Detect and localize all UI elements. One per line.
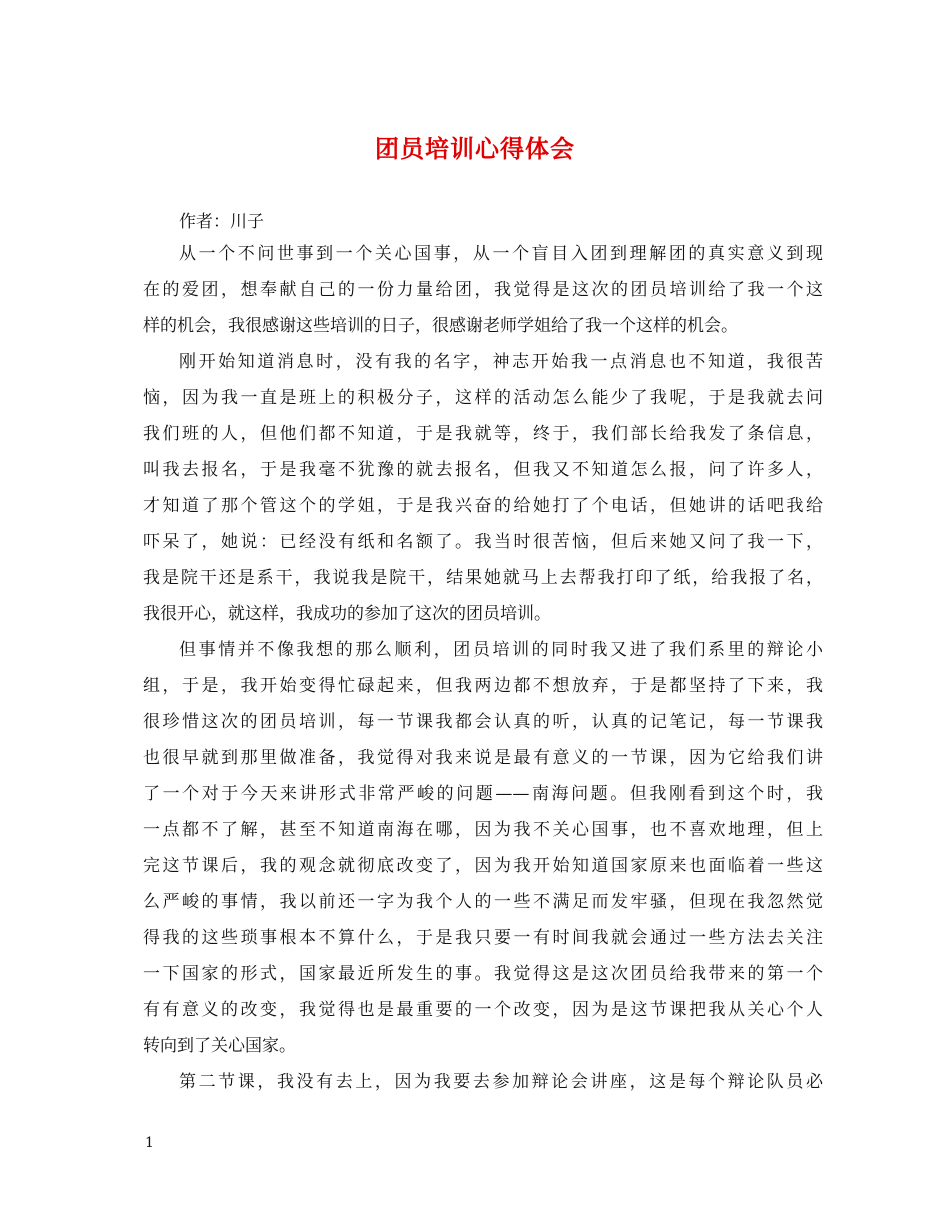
text-line: 我很开心，就这样，我成功的参加了这次的团员培训。 bbox=[143, 604, 551, 624]
text-line: 一下国家的形式，国家最近所发生的事。我觉得这是这次团员给我带来的第一个 bbox=[143, 964, 823, 984]
text-line: 才知道了那个管这个的学姐，于是我兴奋的给她打了个电话，但她讲的话吧我给 bbox=[143, 496, 823, 516]
text-line: 很珍惜这次的团员培训，每一节课我都会认真的听，认真的记笔记，每一节课我 bbox=[143, 712, 823, 732]
text-line: 组，于是，我开始变得忙碌起来，但我两边都不想放弃，于是都坚持了下来，我 bbox=[143, 676, 823, 696]
body-text bbox=[143, 236, 823, 1100]
text-line: 第二节课，我没有去上，因为我要去参加辩论会讲座，这是每个辩论队员必 bbox=[179, 1072, 823, 1092]
text-line: 我是院干还是系干，我说我是院干，结果她就马上去帮我打印了纸，给我报了名， bbox=[143, 568, 823, 588]
text-line: 我们班的人，但他们都不知道，于是我就等，终于，我们部长给我发了条信息， bbox=[143, 424, 823, 444]
text-line: 一点都不了解，甚至不知道南海在哪，因为我不关心国事，也不喜欢地理，但上 bbox=[143, 820, 823, 840]
text-line: 恼，因为我一直是班上的积极分子，这样的活动怎么能少了我呢，于是我就去问 bbox=[143, 388, 823, 408]
text-line: 也很早就到那里做准备，我觉得对我来说是最有意义的一节课，因为它给我们讲 bbox=[143, 748, 823, 768]
page-number: 1 bbox=[145, 1135, 154, 1151]
text-line: 么严峻的事情，我以前还一字为我个人的一些不满足而发牢骚，但现在我忽然觉 bbox=[143, 892, 823, 912]
document-title: 团员培训心得体会 bbox=[375, 134, 575, 163]
text-line: 但事情并不像我想的那么顺利，团员培训的同时我又进了我们系里的辩论小 bbox=[179, 640, 823, 660]
text-line: 从一个不问世事到一个关心国事，从一个盲目入团到理解团的真实意义到现 bbox=[179, 244, 823, 264]
text-line: 样的机会，我很感谢这些培训的日子，很感谢老师学姐给了我一个这样的机会。 bbox=[143, 316, 738, 336]
text-line: 有有意义的改变，我觉得也是最重要的一个改变，因为是这节课把我从关心个人 bbox=[143, 1000, 823, 1020]
text-line: 完这节课后，我的观念就彻底改变了，因为我开始知道国家原来也面临着一些这 bbox=[143, 856, 823, 876]
text-line: 刚开始知道消息时，没有我的名字，神志开始我一点消息也不知道，我很苦 bbox=[179, 352, 823, 372]
text-line: 在的爱团，想奉献自己的一份力量给团，我觉得是这次的团员培训给了我一个这 bbox=[143, 280, 823, 300]
text-line: 转向到了关心国家。 bbox=[143, 1036, 296, 1056]
text-line: 得我的这些琐事根本不算什么，于是我只要一有时间我就会通过一些方法去关注 bbox=[143, 928, 823, 948]
text-line: 了一个对于今天来讲形式非常严峻的问题——南海问题。但我刚看到这个时，我 bbox=[143, 784, 823, 804]
text-line: 吓呆了，她说：已经没有纸和名额了。我当时很苦恼，但后来她又问了我一下， bbox=[143, 532, 823, 552]
text-line: 叫我去报名，于是我毫不犹豫的就去报名，但我又不知道怎么报，问了许多人， bbox=[143, 460, 823, 480]
author-line: 作者：川子 bbox=[179, 212, 264, 232]
